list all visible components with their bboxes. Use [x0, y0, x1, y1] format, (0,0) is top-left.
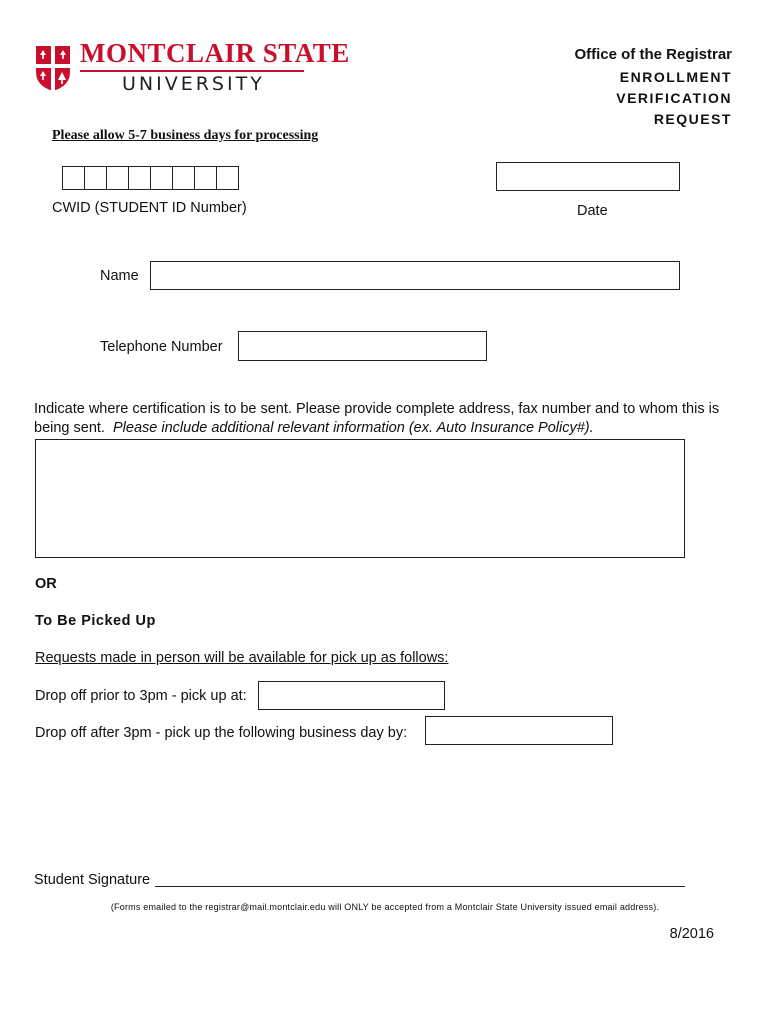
instructions-italic-text: Please include additional relevant information (ex. Auto Insurance Policy#).	[113, 420, 594, 436]
date-label: Date	[577, 203, 608, 219]
phone-field[interactable]	[238, 331, 487, 361]
or-label: OR	[35, 576, 57, 592]
pickup-before-3pm-label: Drop off prior to 3pm - pick up at:	[35, 688, 247, 704]
pickup-requests-text: Requests made in person will be available for pick up as follows:	[35, 650, 449, 666]
university-subtitle: UNIVERSITY	[122, 73, 265, 95]
logo-divider	[80, 70, 304, 72]
certification-instructions	[34, 400, 739, 438]
cwid-label: CWID (STUDENT ID Number)	[52, 200, 247, 216]
name-label: Name	[100, 268, 139, 284]
form-title-line1: ENROLLMENT	[619, 69, 732, 85]
email-note: (Forms emailed to the registrar@mail.montclair.edu will ONLY be accepted from a Montclair State University issued email address).	[110, 902, 660, 912]
pickup-heading: To Be Picked Up	[35, 613, 156, 629]
form-title-line3: REQUEST	[653, 111, 732, 127]
pickup-after-3pm-label: Drop off after 3pm - pick up the following business day by:	[35, 725, 408, 741]
date-field[interactable]	[496, 162, 680, 191]
cwid-digit-box[interactable]	[107, 167, 129, 189]
office-title: Office of the Registrar	[574, 46, 732, 63]
university-name: MONTCLAIR STATE	[80, 38, 350, 68]
cwid-digit-box[interactable]	[151, 167, 173, 189]
pickup-after-3pm-field[interactable]	[425, 716, 613, 745]
form-title-line2: VERIFICATION	[616, 90, 732, 106]
signature-line[interactable]	[155, 886, 685, 887]
cwid-input-grid[interactable]	[62, 166, 239, 190]
signature-label: Student Signature	[34, 872, 151, 888]
cwid-digit-box[interactable]	[217, 167, 238, 189]
processing-note: Please allow 5-7 business days for processing	[52, 128, 319, 143]
instructions-text: Indicate where certification is to be sent. Please provide complete address, fax number and to whom this is being sent.	[34, 401, 720, 436]
cwid-digit-box[interactable]	[195, 167, 217, 189]
phone-label: Telephone Number	[100, 339, 223, 355]
name-field[interactable]	[150, 261, 680, 290]
cwid-digit-box[interactable]	[173, 167, 195, 189]
cwid-digit-box[interactable]	[85, 167, 107, 189]
pickup-before-3pm-field[interactable]	[258, 681, 445, 710]
cwid-digit-box[interactable]	[63, 167, 85, 189]
cwid-digit-box[interactable]	[129, 167, 151, 189]
address-textarea[interactable]	[35, 439, 685, 558]
form-revision-date: 8/2016	[669, 926, 714, 942]
university-seal-icon	[34, 44, 72, 92]
